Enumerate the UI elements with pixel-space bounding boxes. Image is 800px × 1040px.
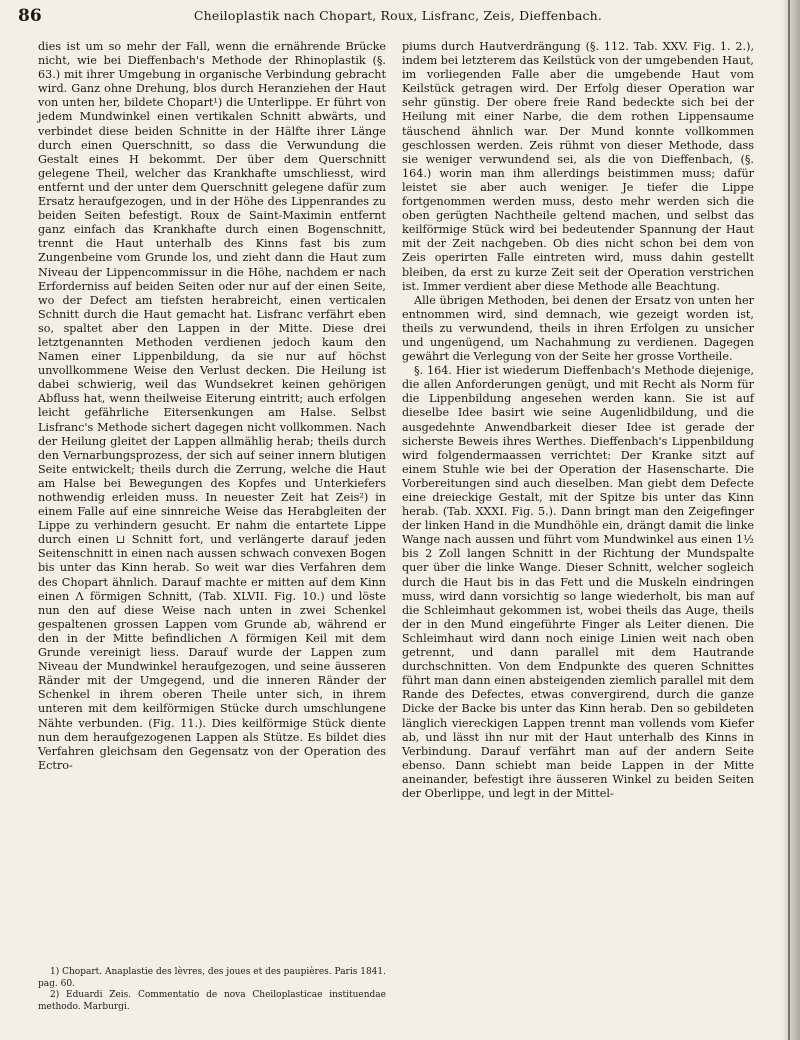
- footnote: 1) Chopart. Anaplastie des lèvres, des joues et des paupières. Paris 1841. pag. 60.: [38, 967, 386, 989]
- page-header: [16, 6, 780, 30]
- paragraph: piums durch Hautverdrängung (§. 112. Tab. XXV. Fig. 1. 2.), indem bei letzterem das Keilstück von der umgebenden Haut, im vorliegenden Falle aber die umgebende Haut vom Keilstück getragen wird. Der Erfolg dieser Operation war sehr günstig. Der obere freie Rand bedeckte sich bei der Heilung mit einer Narbe, die dem rothen Lippensaume täuschend ähnlich war. Der Mund konnte vollkommen geschlossen werden. Zeis rühmt von dieser Methode, dass sie weniger verwundend sei, als die von Dieffenbach, (§. 164.) worin man ihm allerdings beistimmen muss; dafür leistet sie aber auch weniger. Je tiefer die Lippe fortgenommen werden muss, desto mehr werden sich die oben gerügten Nachtheile geltend machen, und selbst das keilförmige Stück wird bei bedeutender Spannung der Haut mit der Zeit nachgeben. Ob dies nicht schon bei dem von Zeis operirten Falle eintreten wird, muss dahin gestellt bleiben, da erst zu kurze Zeit seit der Operation verstrichen ist. Immer verdient aber diese Methode alle Beachtung.: [402, 40, 754, 293]
- right-column: [402, 40, 754, 801]
- page-edge: [788, 0, 790, 1040]
- paragraph: §. 164. Hier ist wiederum Dieffenbach's Methode diejenige, die allen Anforderungen genügt, und mit Recht als Norm für die Lippenbildung angesehen werden kann. Sie ist auf dieselbe Idee basirt wie seine Augenlidbildung, und die ausgedehnte Anwendbarkeit dieser Idee ist gerade der sicherste Beweis ihres Werthes. Dieffenbach's Lippenbildung wird folgendermaassen verrichtet: Der Kranke sitzt auf einem Stuhle wie bei der Operation der Hasenscharte. Die Vorbereitungen sind auch dieselben. Man giebt dem Defecte eine dreieckige Gestalt, mit der Spitze bis unter das Kinn herab. (Tab. XXXI. Fig. 5.). Dann bringt man den Zeigefinger der linken Hand in die Mundhöhle ein, drängt damit die linke Wange nach aussen und führt vom Mundwinkel aus einen 1½ bis 2 Zoll langen Schnitt in der Richtung der Mundspalte quer über die linke Wange. Dieser Schnitt, welcher sogleich durch die Haut bis in das Fett und die Muskeln eindringen muss, wird dann vorsichtig so lange wiederholt, bis man auf die Schleimhaut gekommen ist, wobei theils das Auge, theils der in den Mund eingeführte Finger als Leiter dienen. Die Schleimhaut wird dann noch einige Linien weit nach oben getrennt, und dann parallel mit dem Hautrande durchschnitten. Von dem Endpunkte des queren Schnittes führt man dann einen absteigenden ziemlich parallel mit dem Rande des Defectes, etwas convergirend, durch die ganze Dicke der Backe bis unter das Kinn herab. Den so gebildeten länglich viereckigen Lappen trennt man vollends vom Kiefer ab, und lässt ihn nur mit der Haut unterhalb des Kinns in Verbindung. Darauf verfährt man auf der andern Seite ebenso. Dann schiebt man beide Lappen in der Mitte aneinander, befestigt ihre äusseren Winkel zu beiden Seiten der Oberlippe, und legt in der Mittel-: [402, 364, 754, 800]
- page-edge-shadow: [782, 0, 800, 1040]
- footnotes: [38, 967, 386, 1013]
- footnote: 2) Eduardi Zeis. Commentatio de nova Cheiloplasticae instituendae methodo. Marburgi.: [38, 990, 386, 1012]
- page-number: 86: [18, 6, 42, 26]
- paragraph: Alle übrigen Methoden, bei denen der Ersatz von unten her entnommen wird, sind demnach, wie gezeigt worden ist, theils zu verwundend, theils in ihren Erfolgen zu unsicher und ungenügend, um Nachahmung zu verdienen. Dagegen gewährt die Verlegung von der Seite her grosse Vortheile.: [402, 293, 754, 364]
- running-head: Cheiloplastik nach Chopart, Roux, Lisfranc, Zeis, Dieffenbach.: [193, 8, 603, 23]
- paragraph: dies ist um so mehr der Fall, wenn die ernährende Brücke nicht, wie bei Dieffenbach's Methode der Rhinoplastik (§. 63.) mit ihrer Umgebung in organische Verbindung gebracht wird. Ganz ohne Drehung, blos durch Heranziehen der Haut von unten her, bildete Chopart¹) die Unterlippe. Er führt von jedem Mundwinkel einen vertikalen Schnitt abwärts, und verbindet diese beiden Schnitte in der Hälfte ihrer Länge durch einen Querschnitt, so dass die Verwundung die Gestalt eines H bekommt. Der über dem Querschnitt gelegene Theil, welcher das Krankhafte umschliesst, wird entfernt und der unter dem Querschnitt gelegene dafür zum Ersatz heraufgezogen, und in der Höhe des Lippenrandes zu beiden Seiten befestigt. Roux de Saint-Maximin entfernt ganz einfach das Krankhafte durch einen Bogenschnitt, trennt die Haut unterhalb des Kinns fast bis zum Zungenbeine vom Grunde los, und zieht dann die Haut zum Niveau der Lippencommissur in die Höhe, nachdem er nach Erforderniss auf beiden Seiten oder nur auf der einen Seite, wo der Defect am tiefsten herabreicht, einen verticalen Schnitt durch die Haut gemacht hat. Lisfranc verfährt eben so, spaltet aber den Lappen in der Mitte. Diese drei letztgenannten Methoden verdienen jedoch kaum den Namen einer Lippenbildung, da sie nur auf höchst unvollkommene Weise den Verlust decken. Die Heilung ist dabei schwierig, weil das Wundsekret keinen gehörigen Abfluss hat, wenn theilweise Eiterung eintritt; auch erfolgen leicht gefährliche Eitersenkungen am Halse. Selbst Lisfranc's Methode sichert dagegen nicht vollkommen. Nach der Heilung gleitet der Lappen allmählig herab; theils durch den Vernarbungsprozess, der sich auf seiner innern blutigen Seite entwickelt; theils durch die Zerrung, welche die Haut am Halse bei Bewegungen des Kopfes und Unterkiefers nothwendig erleiden muss. In neuester Zeit hat Zeis²) in einem Falle auf eine sinnreiche Weise das Herabgleiten der Lippe zu verhindern gesucht. Er nahm die entartete Lippe durch einen ⊔ Schnitt fort, und verlängerte darauf jeden Seitenschnitt in einen nach aussen schwach convexen Bogen bis unter das Kinn herab. So weit war dies Verfahren dem des Chopart ähnlich. Darauf machte er mitten auf dem Kinn einen Λ förmigen Schnitt, (Tab. XLVII. Fig. 10.) und löste nun den auf diese Weise nach unten in zwei Schenkel gespaltenen grossen Lappen vom Grunde ab, während er den in der Mitte befindlichen Λ förmigen Keil mit dem Grunde vereinigt liess. Darauf wurde der Lappen zum Niveau der Mundwinkel heraufgezogen, und seine äusseren Ränder mit der Umgegend, und die inneren Ränder der Schenkel in ihrem oberen Theile unter sich, in ihrem unteren mit dem keilförmigen Stücke durch umschlungene Nähte verbunden. (Fig. 11.). Dies keilförmige Stück diente nun dem heraufgezogenen Lappen als Stütze. Es bildet dies Verfahren gleichsam den Gegensatz von der Operation des Ectro-: [38, 40, 386, 772]
- left-column: [38, 40, 386, 773]
